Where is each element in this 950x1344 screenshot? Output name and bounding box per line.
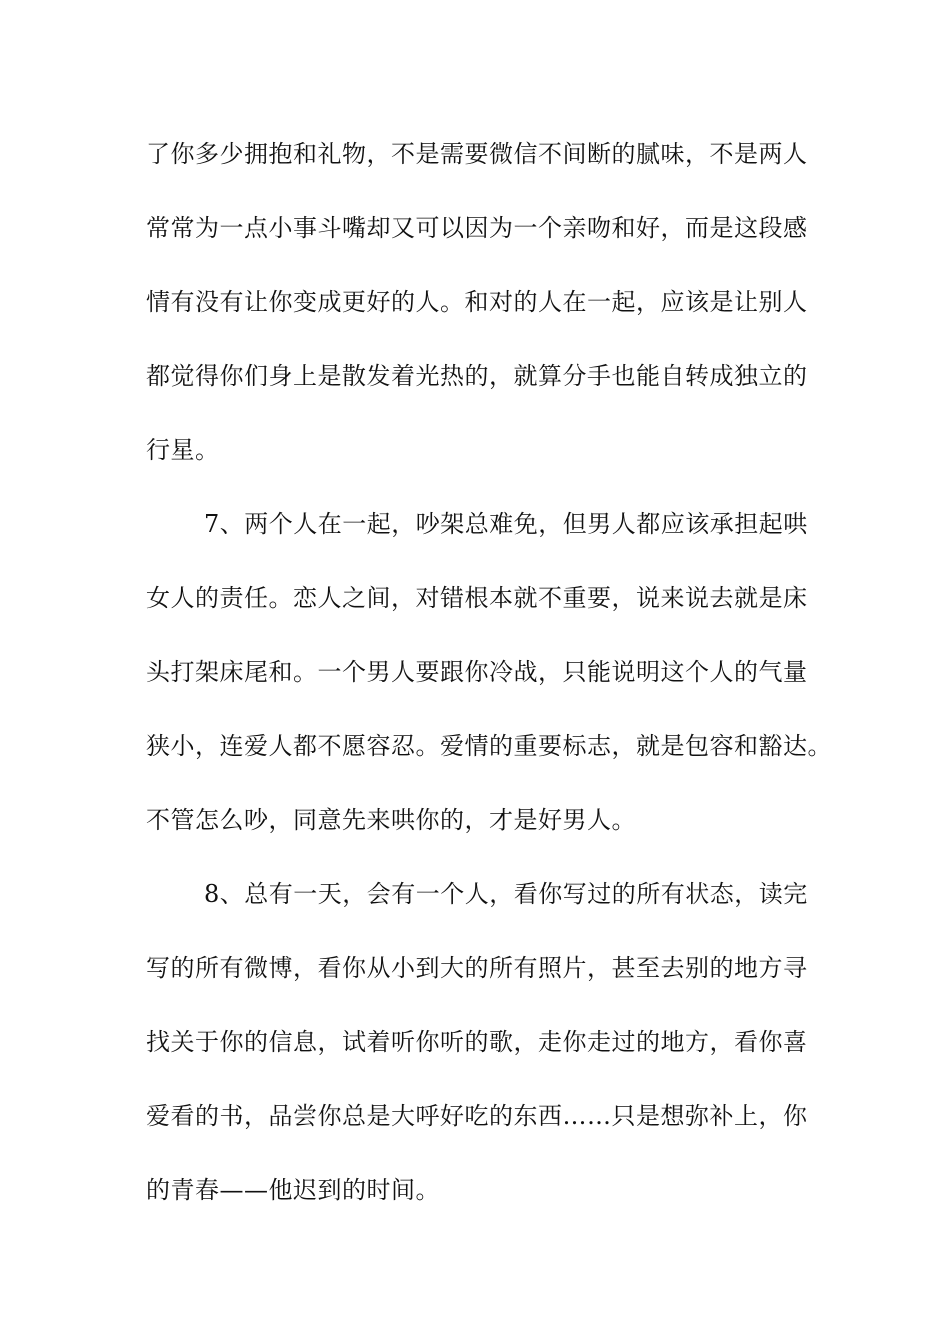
text-line: 了你多少拥抱和礼物，不是需要微信不间断的腻味，不是两人 <box>146 140 808 168</box>
document-body <box>146 124 836 1234</box>
text-line: 都觉得你们身上是散发着光热的，就算分手也能自转成独立的 <box>146 362 808 390</box>
text-line: 写的所有微博，看你从小到大的所有照片，甚至去别的地方寻 <box>146 954 808 982</box>
text-line: 狭小，连爱人都不愿容忍。爱情的重要标志，就是包容和豁达。 <box>146 732 832 760</box>
text-line: 头打架床尾和。一个男人要跟你冷战，只能说明这个人的气量 <box>146 658 808 686</box>
text-line: 女人的责任。恋人之间，对错根本就不重要，说来说去就是床 <box>146 584 808 612</box>
text-line: 常常为一点小事斗嘴却又可以因为一个亲吻和好，而是这段感 <box>146 214 808 242</box>
paragraph-8-start: 8、总有一天，会有一个人，看你写过的所有状态，读完 <box>204 880 808 908</box>
text-line: 找关于你的信息，试着听你听的歌，走你走过的地方，看你喜 <box>146 1028 808 1056</box>
paragraph-7-start: 7、两个人在一起，吵架总难免，但男人都应该承担起哄 <box>204 510 808 538</box>
text-line: 不管怎么吵，同意先来哄你的，才是好男人。 <box>146 806 636 834</box>
text-line: 的青春——他迟到的时间。 <box>146 1176 440 1204</box>
text-line: 爱看的书，品尝你总是大呼好吃的东西……只是想弥补上，你 <box>146 1102 808 1130</box>
text-line: 行星。 <box>146 436 220 464</box>
text-line: 情有没有让你变成更好的人。和对的人在一起，应该是让别人 <box>146 288 808 316</box>
